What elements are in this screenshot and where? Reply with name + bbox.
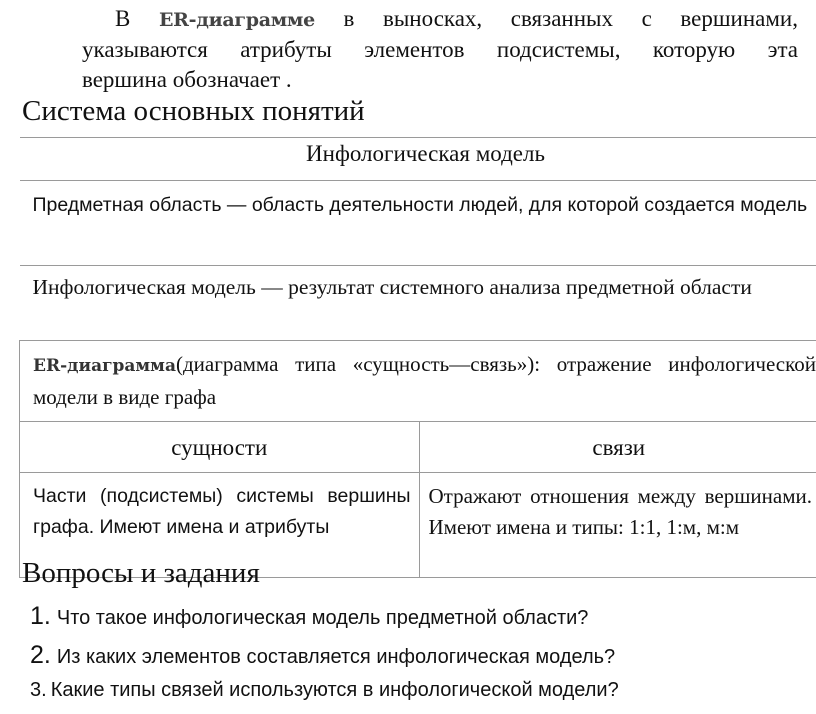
intro-paragraph xyxy=(82,4,798,95)
question-text: Что такое инфологическая модель предметной области? xyxy=(56,607,589,629)
intro-rest: в выносках, связанных с вершинами, xyxy=(343,6,798,31)
er-diagram-term: ER-диаграмме xyxy=(158,9,315,31)
relations-description: Отражают отношения между вершинами. Имеют имена и типы: 1:1, 1:м, м:м xyxy=(428,484,812,539)
definition-subject-area: Предметная область — область деятельности людей, для которой создается модель xyxy=(32,194,808,216)
question-number: 2. xyxy=(30,641,51,669)
column-header-relations: связи xyxy=(419,422,816,473)
list-item xyxy=(30,602,588,631)
intro-line-3: вершина обозначает . xyxy=(82,67,292,92)
question-number: 1. xyxy=(30,602,51,630)
question-text: Из каких элементов составляется инфологическая модель? xyxy=(56,646,616,668)
definition-infological-model: Инфологическая модель — результат системного анализа предметной области xyxy=(32,275,752,299)
question-number: 3. xyxy=(30,679,47,701)
list-item xyxy=(30,679,619,702)
table-row xyxy=(20,266,816,341)
er-diagram-term: ER-диаграмма xyxy=(33,356,176,376)
table-row xyxy=(20,341,816,422)
intro-line-1 xyxy=(82,4,798,35)
section-title-concepts: Система основных понятий xyxy=(22,95,365,127)
table-title: Инфологическая модель xyxy=(20,138,816,181)
column-header-entities: сущности xyxy=(20,422,420,473)
concepts-table xyxy=(19,137,816,578)
question-text: Какие типы связей используются в инфологической модели? xyxy=(50,679,619,701)
definition-er-diagram xyxy=(33,349,816,413)
er-diagram-description: (диаграмма типа «сущность—связь»): отражение инфологической модели в виде графа xyxy=(33,352,816,409)
table-row xyxy=(20,181,816,266)
list-item xyxy=(30,641,615,670)
intro-line-2: указываются атрибуты элементов подсистемы, которую эта xyxy=(82,37,798,62)
table-column-headers xyxy=(20,422,816,473)
entities-description: Части (подсистемы) системы вершины графа. Имеют имена и атрибуты xyxy=(33,485,411,538)
section-title-questions: Вопросы и задания xyxy=(22,557,260,589)
table-title-row xyxy=(20,138,816,181)
intro-prefix: В xyxy=(115,6,131,31)
